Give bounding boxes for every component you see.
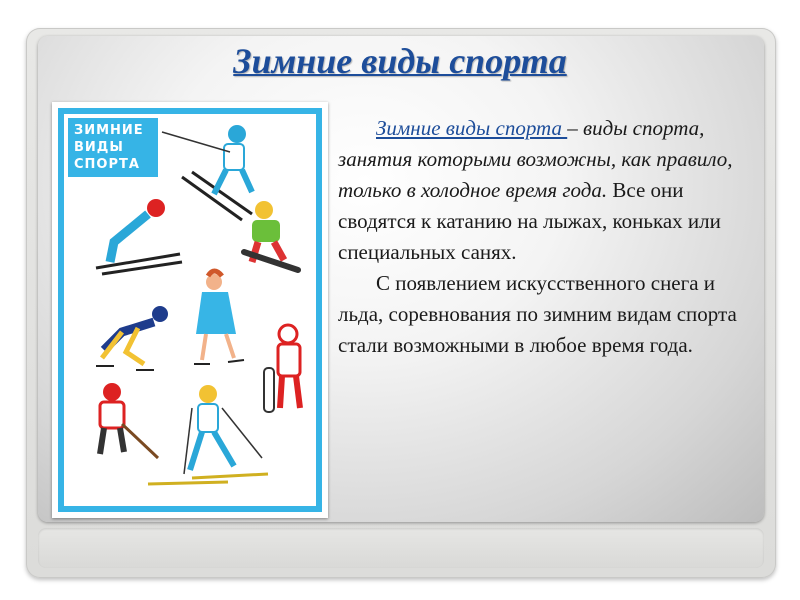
cross-country-skier-figure [148,385,268,484]
definition-italic: – виды спорта, занятия которыми возможны, как правило, только в холодное время года. [338,116,733,202]
downhill-skier-figure [162,125,252,220]
description-text [338,113,738,361]
snowboarder-figure [244,201,298,270]
figure-skater-figure [194,271,244,364]
slide-title: Зимние виды спорта [233,41,567,81]
speed-skater-figure [96,306,168,370]
definition-plain: Все они сводятся к катанию на лыжах, коньках или специальных санях. [338,178,721,264]
hockey-player-figure [100,383,158,458]
luge-figure [264,325,300,412]
ski-jumper-figure [96,199,182,274]
paragraph-definition [338,113,738,268]
paragraph-artificial-snow: С появлением искусственного снега и льда, соревнования по зимним видам спорта стали возможными в любое время года. [338,271,737,357]
winter-sports-poster [52,102,328,518]
poster-illustrations [52,102,328,518]
poster-title: ЗИМНИЕ ВИДЫ СПОРТА [68,118,158,177]
term-winter-sports: Зимние виды спорта [376,116,568,140]
footer-band [38,528,764,568]
